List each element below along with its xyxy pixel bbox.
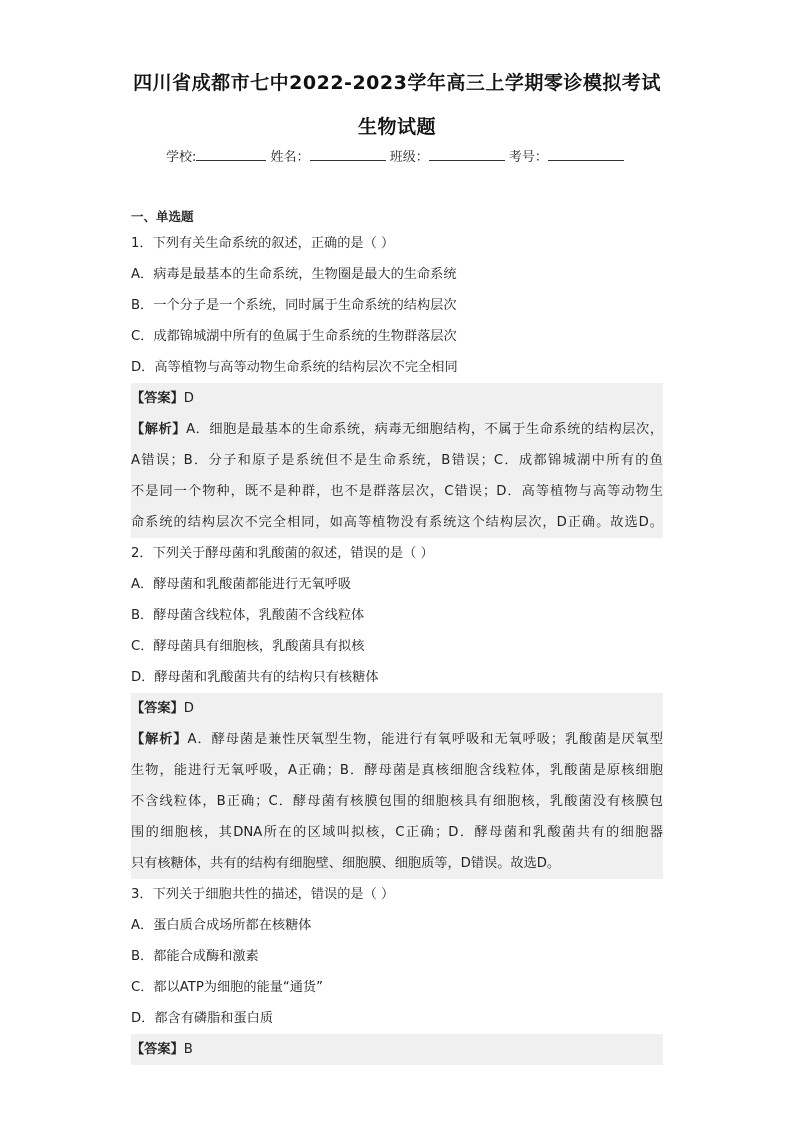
question-stem: 1．下列有关生命系统的叙述，正确的是（ ）	[131, 236, 395, 251]
analysis-line: 不含线粒体，B正确；C．酵母菌有核膜包围的细胞核具有细胞核，乳酸菌没有核膜包	[131, 794, 663, 809]
analysis-line: 围的细胞核，其DNA所在的区域叫拟核，C正确；D．酵母菌和乳酸菌共有的细胞器	[131, 825, 663, 840]
option: B．一个分子是一个系统，同时属于生命系统的结构层次	[131, 298, 457, 313]
analysis-line: A错误；B．分子和原子是系统但不是生命系统，B错误；C．成都锦城湖中所有的鱼	[131, 453, 663, 468]
analysis-line	[131, 414, 663, 445]
answer-block	[131, 693, 663, 879]
analysis-line: 不是同一个物种，既不是种群，也不是群落层次，C错误；D．高等植物与高等动物生	[131, 484, 663, 499]
number-blank	[548, 147, 624, 161]
school-blank	[196, 147, 266, 161]
option: D．都含有磷脂和蛋白质	[131, 1011, 274, 1026]
question-stem: 2．下列关于酵母菌和乳酸菌的叙述，错误的是（ ）	[131, 546, 434, 561]
name-label: 姓名：	[270, 150, 310, 165]
answer-line	[131, 693, 663, 724]
document-title: 四川省成都市七中2022-2023学年高三上学期零诊模拟考试	[133, 72, 661, 94]
student-info-line	[166, 146, 624, 165]
answer-line	[131, 1034, 663, 1065]
answer-value: B	[183, 1042, 193, 1057]
option: B．酵母菌含线粒体，乳酸菌不含线粒体	[131, 608, 365, 623]
question-stem: 3．下列关于细胞共性的描述，错误的是（ ）	[131, 887, 395, 902]
analysis-label: 【解析】	[131, 732, 188, 747]
answer-label: 【答案】	[131, 701, 184, 716]
answer-label: 【答案】	[131, 1042, 184, 1057]
analysis-text: A．酵母菌是兼性厌氧型生物，能进行有氧呼吸和无氧呼吸；乳酸菌是厌氧型	[187, 732, 663, 747]
option: C．酵母菌具有细胞核，乳酸菌具有拟核	[131, 639, 365, 654]
section-title: 一、单选题	[131, 209, 194, 224]
class-blank	[429, 147, 505, 161]
answer-block	[131, 383, 663, 538]
analysis-line: 只有核糖体，共有的结构有细胞壁、细胞膜、细胞质等，D错误。故选D。	[131, 856, 561, 871]
option: C．成都锦城湖中所有的鱼属于生命系统的生物群落层次	[131, 329, 457, 344]
option: C．都以ATP为细胞的能量“通货”	[131, 980, 323, 995]
option: A．酵母菌和乳酸菌都能进行无氧呼吸	[131, 577, 352, 592]
option: B．都能合成酶和激素	[131, 949, 259, 964]
answer-line	[131, 383, 663, 414]
class-label: 班级：	[389, 150, 429, 165]
option: D．高等植物与高等动物生命系统的结构层次不完全相同	[131, 360, 458, 375]
answer-block	[131, 1034, 663, 1065]
answer-value: D	[183, 391, 194, 406]
analysis-line	[131, 724, 663, 755]
analysis-line: 命系统的结构层次不完全相同，如高等植物没有系统这个结构层次，D正确。故选D。	[131, 515, 663, 530]
answer-value: D	[183, 701, 194, 716]
question-content	[131, 206, 663, 1065]
analysis-label: 【解析】	[131, 422, 187, 437]
option: A．蛋白质合成场所都在核糖体	[131, 918, 312, 933]
name-blank	[310, 147, 386, 161]
school-label: 学校:	[166, 150, 197, 165]
analysis-text: A．细胞是最基本的生命系统，病毒无细胞结构，不属于生命系统的结构层次，	[186, 422, 663, 437]
analysis-line: 生物，能进行无氧呼吸，A正确；B．酵母菌是真核细胞含线粒体，乳酸菌是原核细胞	[131, 763, 663, 778]
option: A．病毒是最基本的生命系统，生物圈是最大的生命系统	[131, 267, 457, 282]
answer-label: 【答案】	[131, 391, 184, 406]
document-subtitle: 生物试题	[357, 116, 436, 138]
number-label: 考号：	[508, 150, 548, 165]
option: D．酵母菌和乳酸菌共有的结构只有核糖体	[131, 670, 379, 685]
